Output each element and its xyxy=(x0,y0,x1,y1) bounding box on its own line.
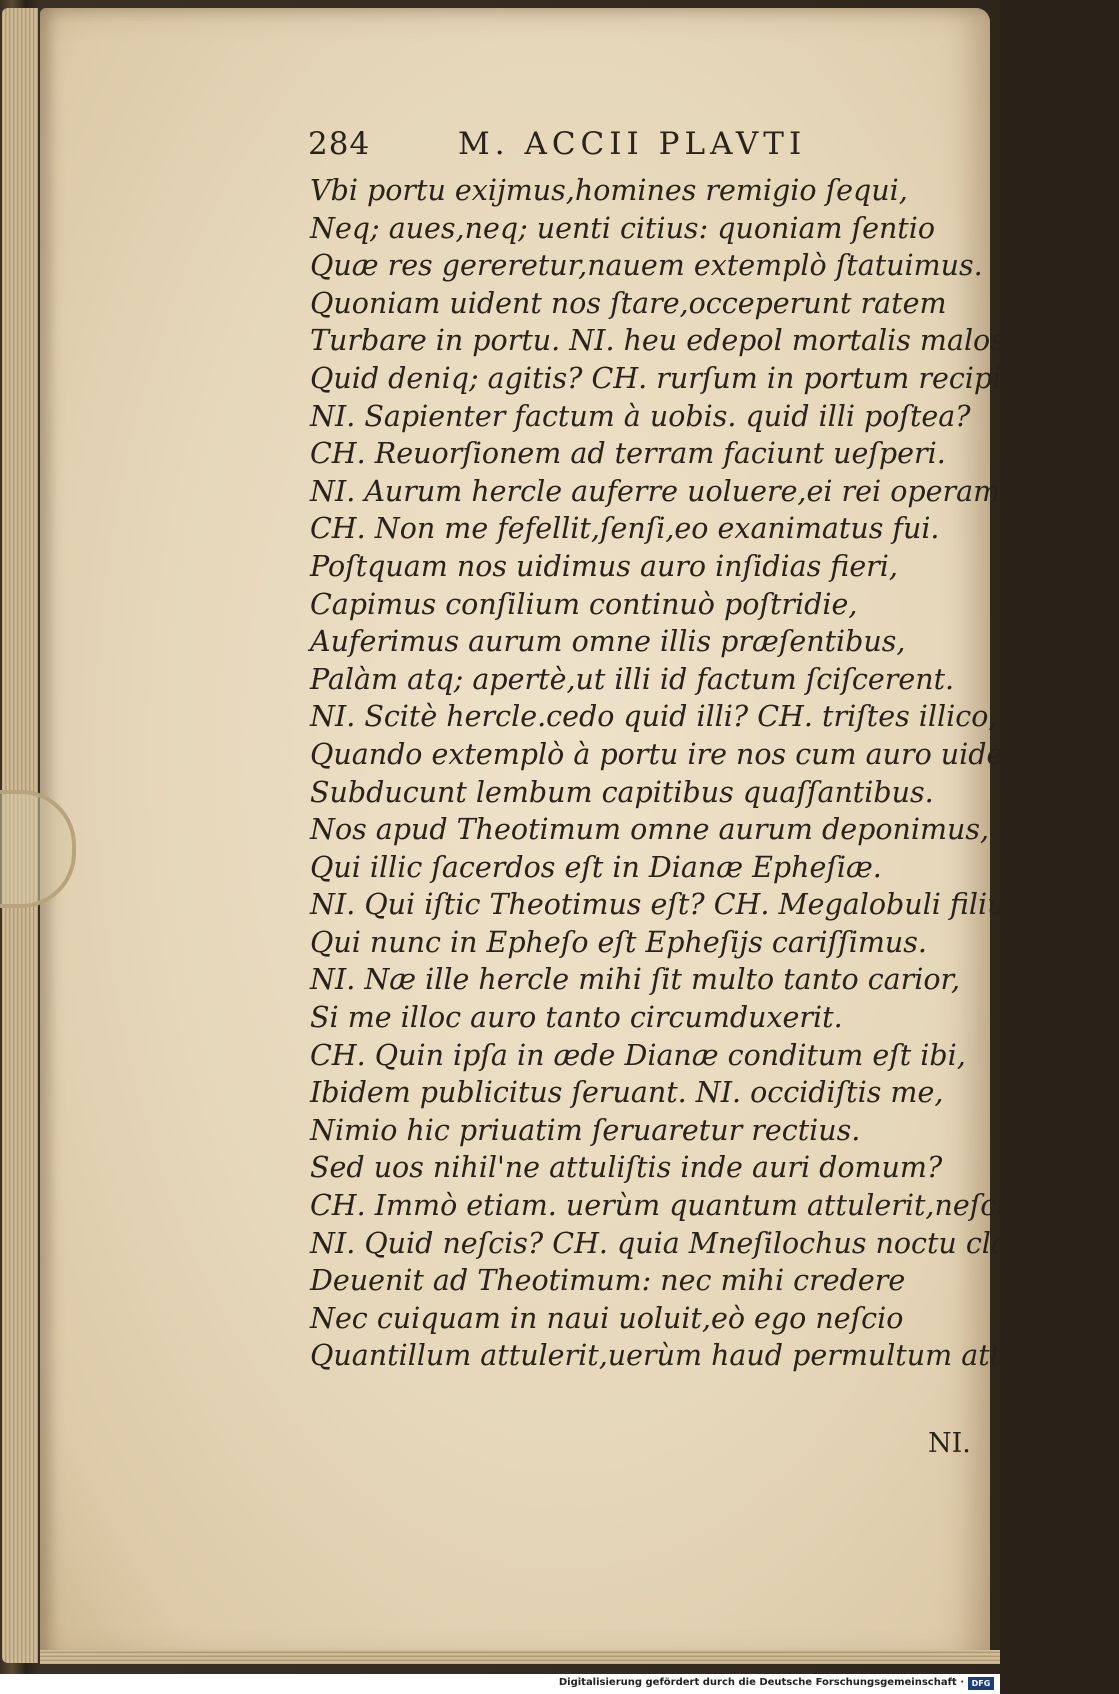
verse-line: Si me illoc auro tanto circumduxerit. xyxy=(310,1001,843,1035)
verse-line: NI. Næ ille hercle mihi ſit multo tanto carior, xyxy=(310,963,961,997)
verse-line: Quid deniq; agitis? CH. rurſum in portum recipimus. xyxy=(310,361,1071,395)
verse-line: Poſtquam nos uidimus auro inſidias fieri, xyxy=(310,549,898,583)
verse-line: CH. Non me fefellit,ſenſi,eo exanimatus fui. xyxy=(310,512,940,546)
verse-line: Turbare in portu. NI. heu edepol mortalis malos. xyxy=(310,324,1014,358)
verse-line: Nimio hic priuatim ſeruaretur rectius. xyxy=(310,1113,861,1147)
verse-line: Palàm atq; apertè,ut illi id factum ſciſcerent. xyxy=(310,662,955,696)
verse-line: Nec cuiquam in naui uoluit,eò ego neſcio xyxy=(310,1301,904,1335)
verse-line: NI. Scitè hercle.cedo quid illi? CH. triſtes illico, xyxy=(310,700,998,734)
verse-line: Capimus conſilium continuò poſtridie, xyxy=(310,587,858,621)
catchword: NI. xyxy=(928,1428,971,1459)
verse-line: NI. Aurum hercle auferre uoluere,ei rei operam dabant. xyxy=(310,474,1119,508)
dfg-logo-icon: DFG xyxy=(968,1677,994,1690)
verse-line: CH. Quin ipſa in æde Dianæ conditum eſt ibi, xyxy=(310,1038,966,1072)
verse-line: NI. Qui iſtic Theotimus eſt? CH. Megalobuli filius, xyxy=(310,888,1030,922)
verse-line: Vbi portu exijmus,homines remigio ſequi, xyxy=(310,174,908,207)
page-stack-bottom-edge xyxy=(40,1650,1000,1664)
verse-line: Quantillum attulerit,uerùm haud permultum attulit. xyxy=(310,1339,1059,1373)
verse-line: Deuenit ad Theotimum: nec mihi credere xyxy=(310,1264,906,1298)
verse-line: CH. Immò etiam. uerùm quantum attulerit,neſcio. xyxy=(310,1189,1032,1223)
verse-line: NI. Quid neſcis? CH. quia Mneſilochus noctu clanculum xyxy=(310,1226,1116,1260)
verse-line: CH. Reuorſionem ad terram faciunt ueſperi. xyxy=(310,437,946,471)
page-number: 284 xyxy=(308,126,371,162)
verse-line: Subducunt lembum capitibus quaſſantibus. xyxy=(310,775,934,809)
verse-line: Ibidem publicitus ſeruant. NI. occidiſtis me, xyxy=(310,1076,944,1110)
verse-line: Neq; aues,neq; uenti citius: quoniam ſentio xyxy=(310,211,936,245)
digitization-footer xyxy=(0,1674,1000,1694)
verse-line: Quando extemplò à portu ire nos cum auro uident, xyxy=(310,737,1043,771)
verse-line: Nos apud Theotimum omne aurum deponimus, xyxy=(310,813,990,847)
verse-line: NI. Sapienter factum à uobis. quid illi poſtea? xyxy=(310,399,971,433)
funding-note: Digitalisierung gefördert durch die Deutsche Forschungsgemeinschaft · xyxy=(558,1677,964,1688)
verse-line: Quæ res gereretur,nauem extemplò ſtatuimus. xyxy=(310,249,983,283)
verse-line: Quoniam uident nos ſtare,occeperunt ratem xyxy=(310,286,947,320)
verse-line: Qui illic ſacerdos eſt in Dianæ Epheſiæ. xyxy=(310,850,882,884)
verse-line: Sed uos nihil'ne attuliſtis inde auri domum? xyxy=(310,1151,943,1185)
verse-line: Auferimus aurum omne illis præſentibus, xyxy=(310,625,906,659)
running-title: M. ACCII PLAVTI xyxy=(458,126,807,162)
page-header xyxy=(308,120,888,170)
verse-line: Qui nunc in Epheſo eſt Epheſijs cariſſimus. xyxy=(310,925,927,959)
verse-text xyxy=(310,172,1119,1375)
